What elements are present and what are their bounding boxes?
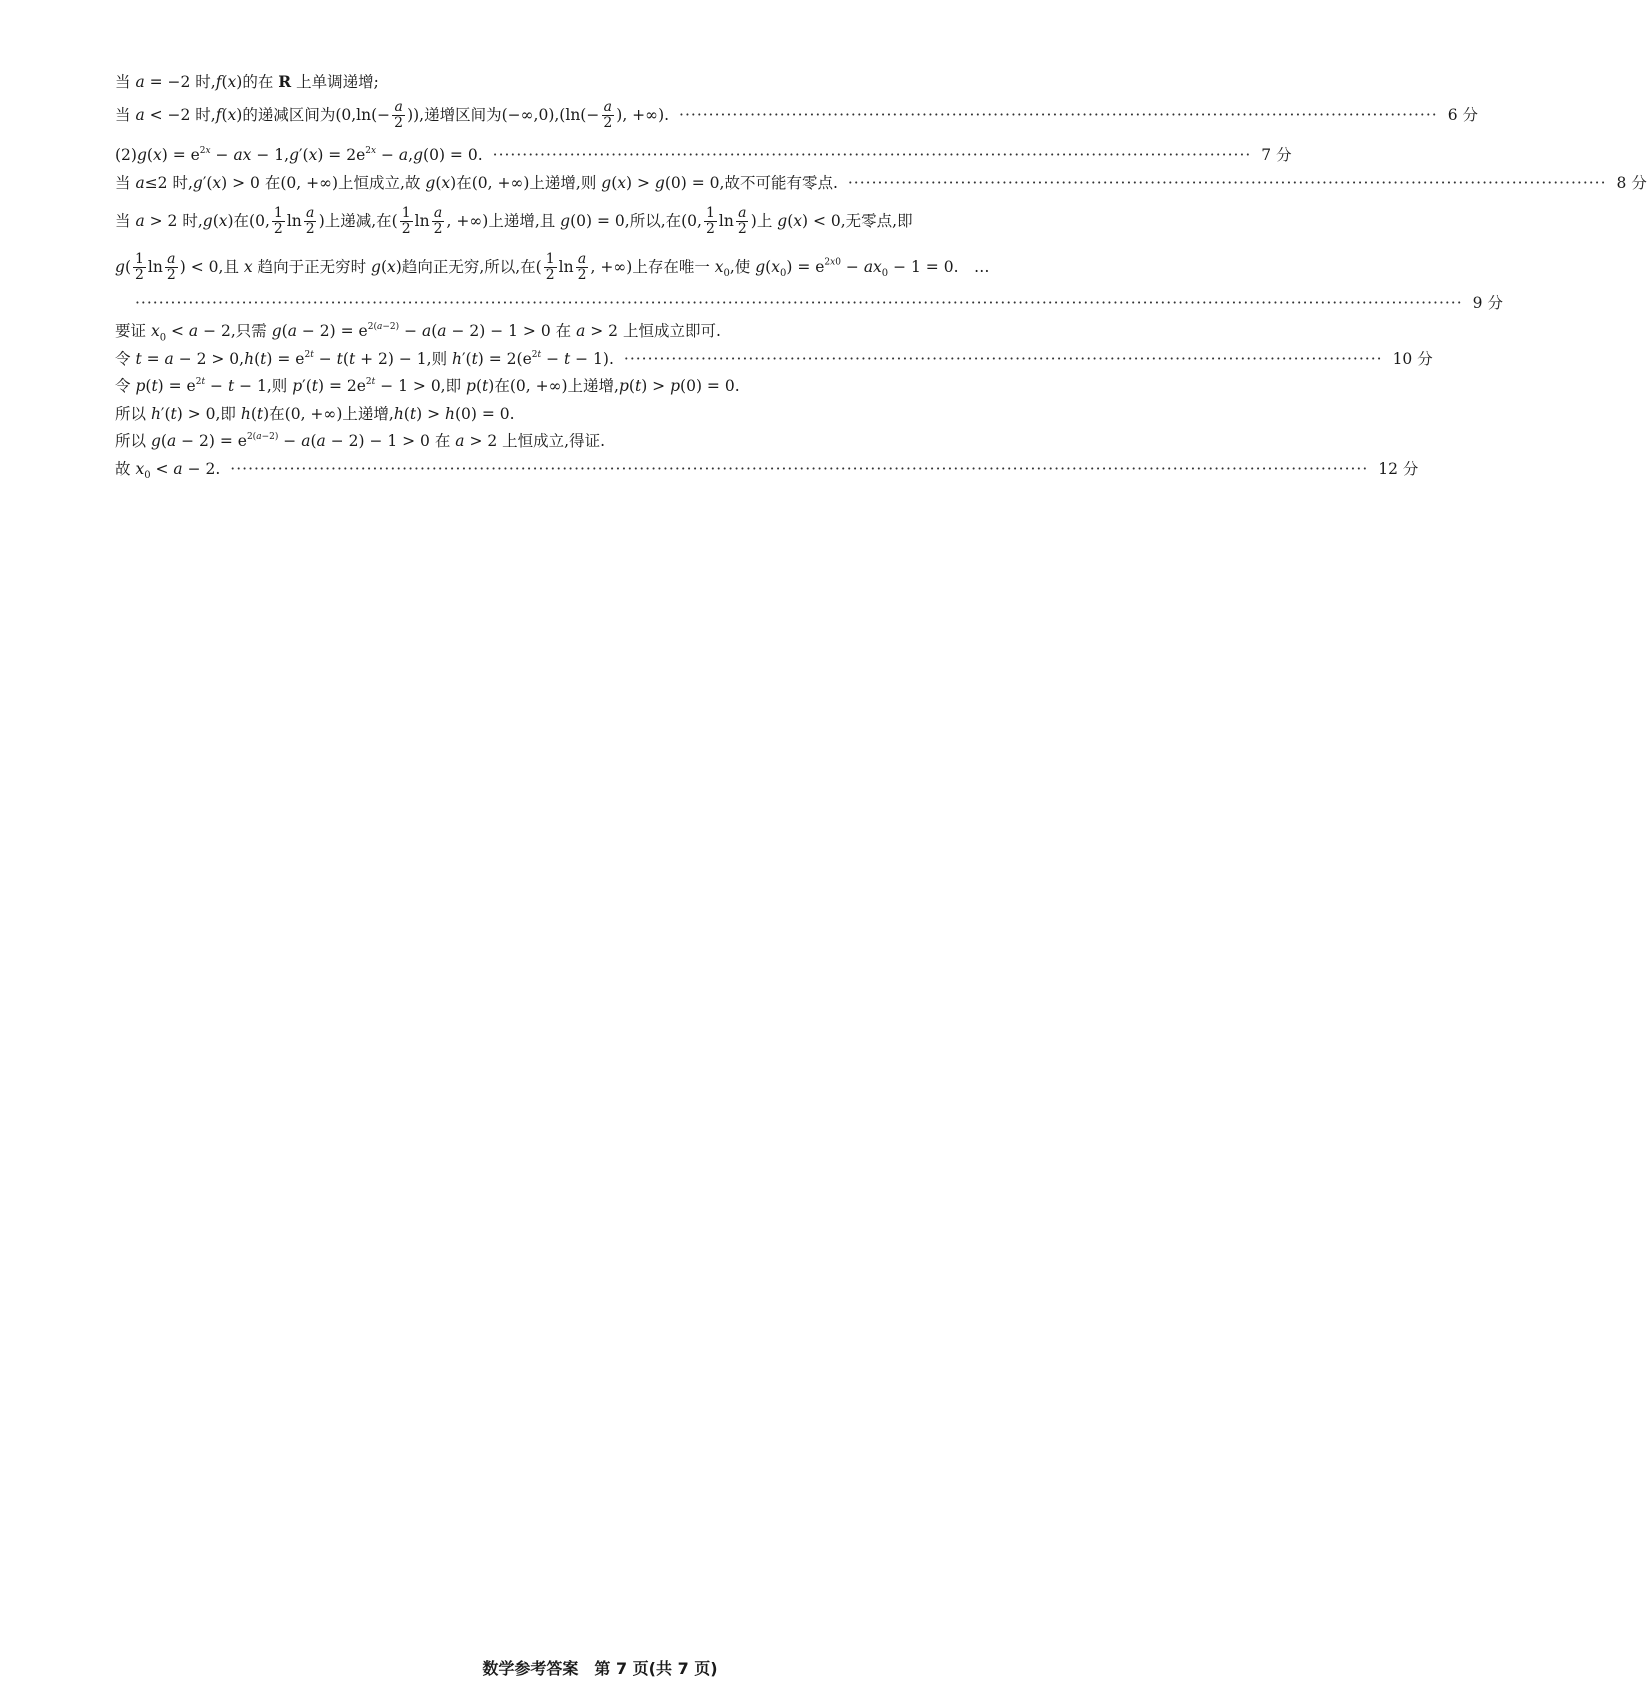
score-label: 7 分 [1261, 146, 1292, 165]
score-label: 10 分 [1392, 350, 1433, 369]
line-text: 当 a > 2 时,g(x)在(0, $\frac{1}{2}$ ln $\frac{a}{2}$ )上递减,在( $\frac{1}{2}$ ln $\frac{a}{2}$ , +∞)上递增,且 g(0) = 0,所以,在(0, $\frac{1}{2}$ ln $\frac{a}{2}$ )上 g(x) < 0,无零点,即 [115, 205, 913, 238]
answer-line-6 [115, 252, 1120, 284]
dot-leader: ································································································································································································ [230, 460, 1369, 478]
answer-line-10 [115, 377, 1120, 397]
line-text: g( $\frac{1}{2}$ ln $\frac{a}{2}$ ) < 0,且 x 趋向于正无穷时 g(x)趋向正无穷,所以,在( $\frac{1}{2}$ ln $\frac{a}{2}$ , +∞)上存在唯一 $x_0$,使 $g(x_0) = e^{2x0} - ax_0 - 1 = 0$. … [115, 251, 990, 284]
score-label: 12 分 [1378, 460, 1419, 478]
dot-leader: ································································································································ [492, 146, 1252, 165]
line-text: 当 a = −2 时,f(x)的在 R 上单调递增; [115, 72, 379, 91]
dot-leader: ································································································································································································································ [135, 294, 1463, 312]
score-label: 8 分 [1616, 174, 1647, 192]
score-label: 6 分 [1447, 106, 1478, 125]
answer-line-5 [115, 206, 1120, 238]
line-text: 当 a≤2 时,g′(x) > 0 在(0, +∞)上恒成立,故 g(x)在(0, +∞)上递增,则 g(x) > g(0) = 0,故不可能有零点. [115, 174, 838, 192]
answer-line-3 [115, 146, 1292, 166]
dot-leader: ································································································································ [679, 106, 1438, 125]
line-text: 要证 $x_0 < a - 2$,只需 $g(a - 2) = e^{2(a-2)} - a(a - 2) - 1 > 0$ 在 a > 2 上恒成立即可. [115, 322, 721, 344]
line-text: $(2)g(x) = e^{2x}$ − ax − $1,g'(x) = 2e^{2x} - a,g(0) = 0$. [115, 146, 483, 165]
line-text: 所以 h′(t) > 0,即 h(t)在(0, +∞)上递增,h(t) > h(0) = 0. [115, 405, 515, 423]
answer-line-4 [115, 174, 1647, 193]
answer-line-11 [115, 405, 1120, 424]
page-footer: 数学参考答案 第 7 页(共 7 页) [482, 1659, 718, 1678]
answer-line-8 [115, 322, 1120, 345]
answer-line-1 [115, 72, 1120, 92]
line-text: 当 a < −2 时,f(x)的递减区间为(0,ln(− $\frac{a}{2}$ )),递增区间为(−∞,0),(ln(− $\frac{a}{2}$ ), +∞). [115, 99, 670, 132]
dot-leader: ································································································································ [847, 174, 1607, 192]
dot-leader: ································································································································ [623, 350, 1383, 369]
answer-line-7 [135, 294, 1503, 313]
answer-line-12 [115, 432, 1120, 452]
answer-line-2 [115, 99, 1478, 132]
answer-line-9 [115, 350, 1433, 370]
line-text: 所以 $g(a - 2) = e^{2(a-2)} - a(a - 2) - 1 > 0$ 在 a > 2 上恒成立,得证. [115, 432, 606, 451]
score-label: 9 分 [1472, 294, 1503, 312]
line-text: 令 $t = a - 2 > 0,h(t) = e^{2t} - t(t + 2) - 1$,则 $h'(t) = 2(e^{2t} - t - 1)$. [115, 350, 614, 369]
line-text: 令 $p(t) = e^{2t} - t - 1$,则 $p'(t) = 2e^{2t} - 1 > 0$,即 p(t)在(0, +∞)上递增,p(t) > p(0) = 0. [115, 377, 740, 396]
answer-line-13 [115, 460, 1419, 483]
line-text: 故 $x_0 < a - 2$. [115, 460, 221, 482]
